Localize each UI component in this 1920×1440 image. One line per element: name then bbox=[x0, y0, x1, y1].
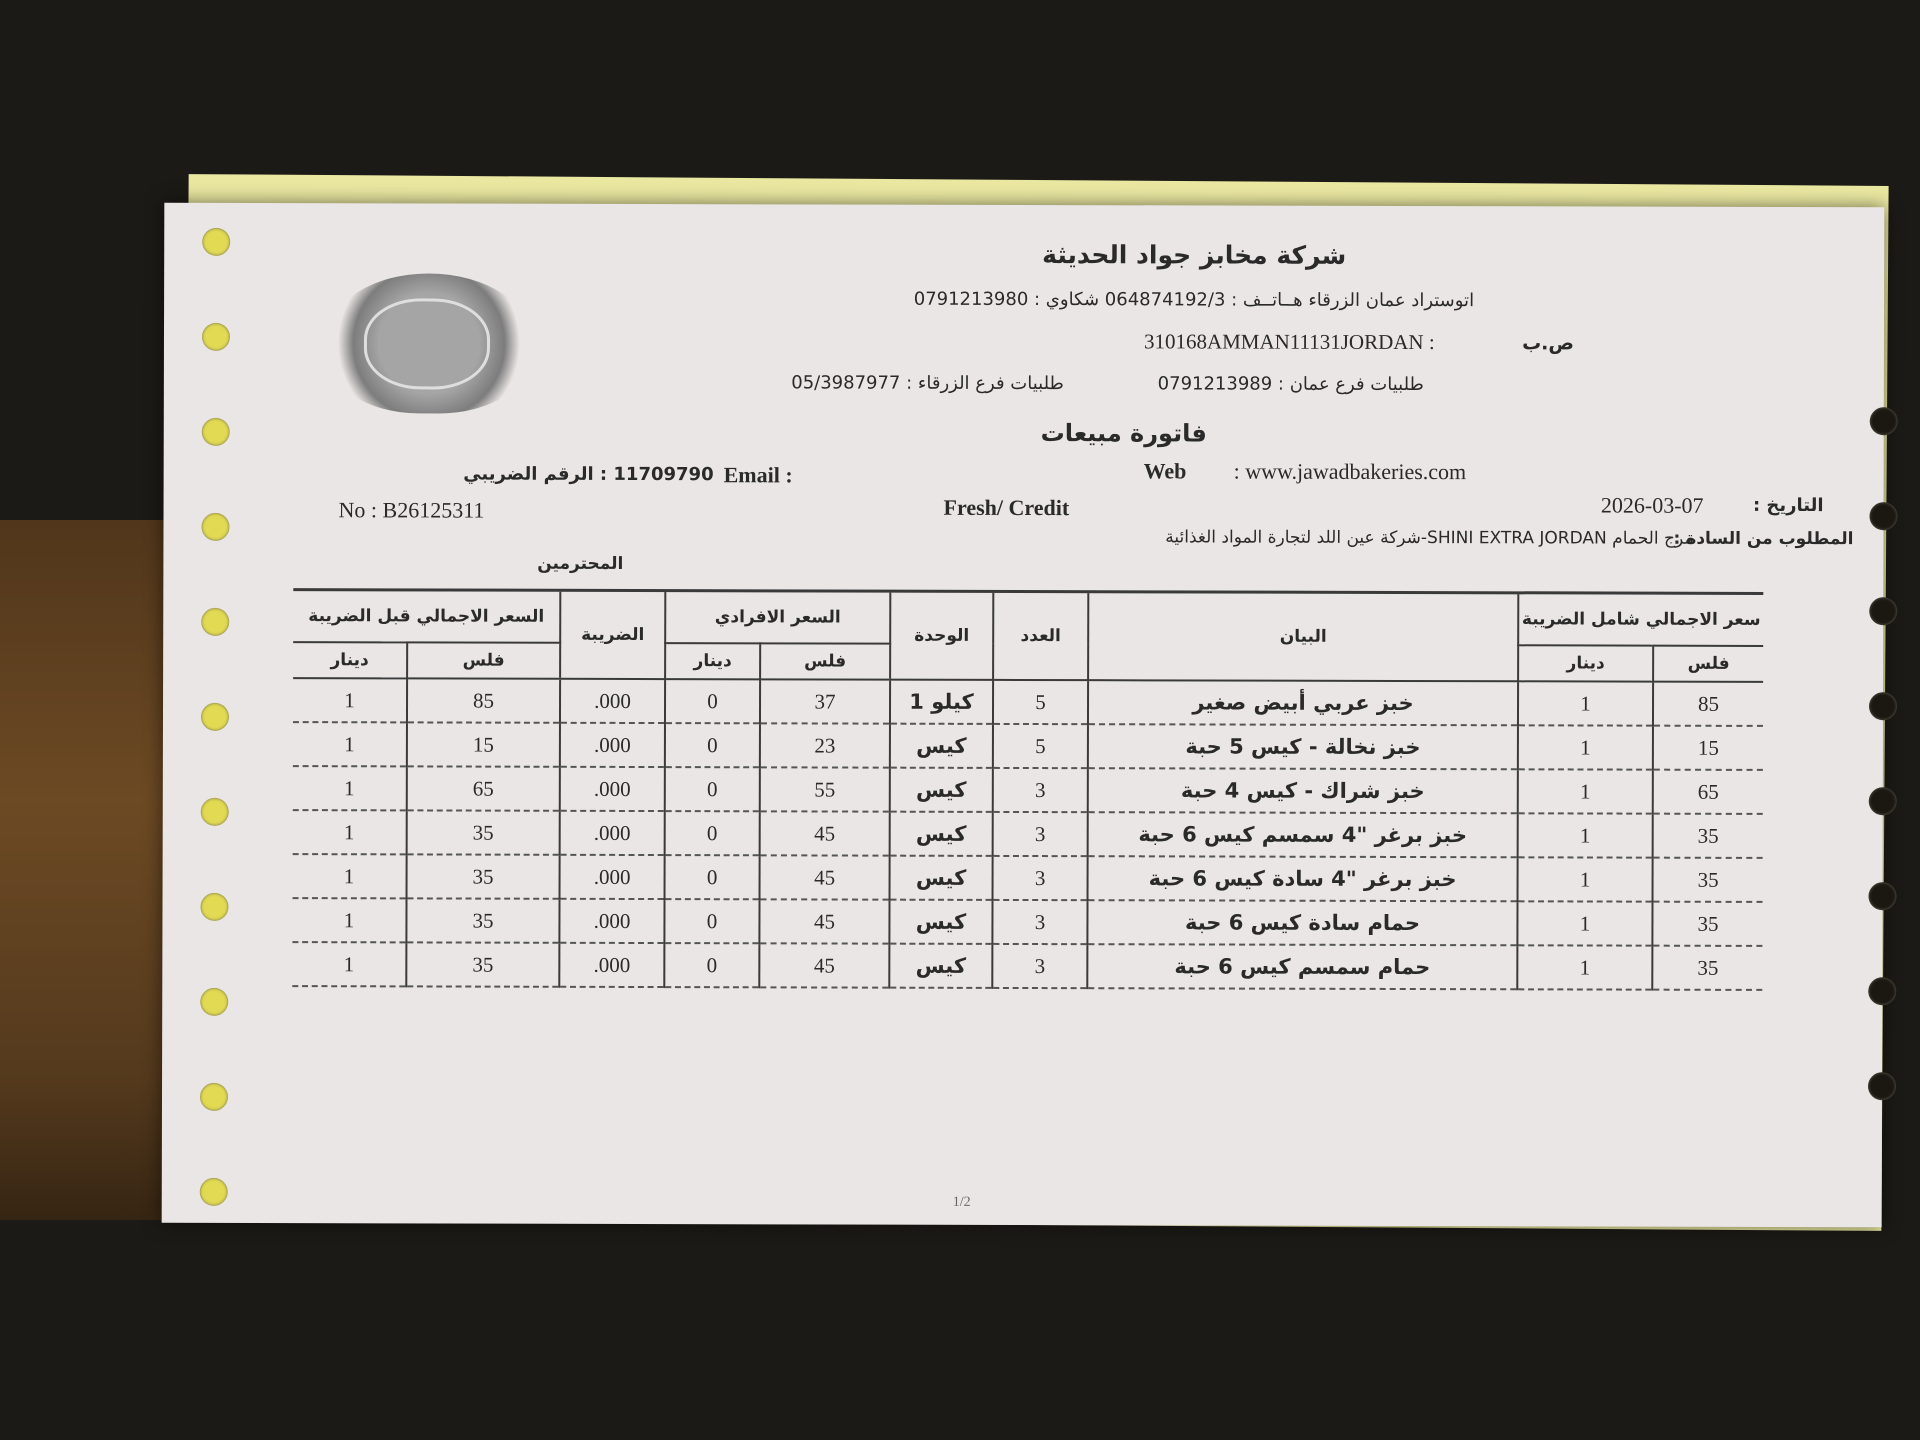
company-logo bbox=[324, 273, 534, 414]
total-before-tax-dinar: 1 bbox=[293, 810, 407, 854]
invoice-title: فاتورة مبيعات bbox=[1040, 419, 1207, 448]
total-with-tax-dinar: 1 bbox=[1518, 725, 1653, 769]
perforation-hole bbox=[1869, 502, 1897, 530]
tax-value: .000 bbox=[560, 723, 665, 767]
unit-price-dinar: 0 bbox=[665, 767, 760, 811]
description-cell: خبز برغر "4 سمسم كيس 6 حبة bbox=[1088, 812, 1518, 857]
total-with-tax-fils: 35 bbox=[1653, 814, 1763, 858]
description-cell: حمام سمسم كيس 6 حبة bbox=[1087, 944, 1517, 989]
total-before-tax-dinar: 1 bbox=[293, 678, 407, 722]
unit-price-dinar: 0 bbox=[665, 679, 760, 723]
invoice-number: No : B26125311 bbox=[338, 497, 485, 523]
perforation-hole bbox=[201, 798, 229, 826]
total-with-tax-dinar: 1 bbox=[1517, 945, 1652, 989]
description-cell: حمام سادة كيس 6 حبة bbox=[1087, 900, 1517, 945]
tax-value: .000 bbox=[560, 679, 665, 723]
table-row bbox=[293, 722, 1763, 770]
header-tax: الضريبة bbox=[560, 592, 665, 679]
table-row bbox=[292, 898, 1762, 946]
total-before-tax-fils: 85 bbox=[407, 678, 560, 722]
count-cell: 3 bbox=[993, 768, 1088, 812]
zarqa-orders: طلبيات فرع الزرقاء : 05/3987977 bbox=[791, 372, 1064, 395]
total-before-tax-dinar: 1 bbox=[293, 766, 407, 810]
unit-cell: كيس bbox=[889, 900, 992, 944]
payment-type: Fresh/ Credit bbox=[943, 494, 1070, 521]
po-box-value: 310168AMMAN11131JORDAN : bbox=[1143, 329, 1435, 355]
total-before-tax-fils: 35 bbox=[407, 810, 560, 854]
unit-price-fils: 45 bbox=[759, 899, 889, 943]
po-box-label: ص.ب bbox=[1522, 332, 1575, 355]
perforation-hole bbox=[1868, 977, 1896, 1005]
total-with-tax-fils: 15 bbox=[1653, 726, 1763, 770]
perforation-hole bbox=[201, 703, 229, 731]
total-before-tax-fils: 35 bbox=[407, 854, 560, 898]
unit-cell: كيس bbox=[890, 812, 993, 856]
amman-orders: طلبيات فرع عمان : 0791213989 bbox=[1157, 373, 1424, 396]
total-before-tax-fils: 35 bbox=[406, 942, 559, 986]
customer-label: المطلوب من السادة : bbox=[1673, 528, 1854, 550]
unit-price-dinar: 0 bbox=[665, 811, 760, 855]
header-count: العدد bbox=[993, 593, 1088, 680]
perforation-hole bbox=[200, 988, 228, 1016]
header-total-with-tax: سعر الاجمالي شامل الضريبة bbox=[1518, 594, 1763, 646]
unit-price-dinar: 0 bbox=[664, 943, 759, 987]
header-dinar: دينار bbox=[665, 643, 760, 679]
table-row bbox=[293, 854, 1763, 902]
description-cell: خبز برغر "4 سادة كيس 6 حبة bbox=[1088, 856, 1518, 901]
count-cell: 3 bbox=[992, 900, 1087, 944]
email-label: Email : bbox=[723, 462, 793, 488]
perforation-hole bbox=[201, 608, 229, 636]
honorific: المحترمين bbox=[537, 553, 624, 574]
unit-price-fils: 55 bbox=[760, 767, 890, 811]
perforation-hole bbox=[1868, 1072, 1896, 1100]
perforation-hole bbox=[202, 418, 230, 446]
unit-price-fils: 37 bbox=[760, 679, 890, 723]
unit-price-dinar: 0 bbox=[665, 723, 760, 767]
total-before-tax-dinar: 1 bbox=[293, 722, 407, 766]
count-cell: 3 bbox=[993, 856, 1088, 900]
unit-price-fils: 45 bbox=[760, 811, 890, 855]
tax-number: 11709790 : الرقم الضريبي bbox=[463, 463, 714, 486]
total-with-tax-dinar: 1 bbox=[1518, 813, 1653, 857]
total-with-tax-dinar: 1 bbox=[1518, 681, 1653, 725]
description-cell: خبز عربي أبيض صغير bbox=[1088, 680, 1518, 725]
header-fils: فلس bbox=[407, 642, 560, 678]
unit-price-fils: 45 bbox=[759, 943, 889, 987]
items-table bbox=[292, 591, 1763, 991]
header-total-before-tax: السعر الاجمالي قبل الضريبة bbox=[293, 591, 560, 643]
total-before-tax-dinar: 1 bbox=[292, 898, 406, 942]
description-cell: خبز شراك - كيس 4 حبة bbox=[1088, 768, 1518, 813]
header-dinar: دينار bbox=[293, 642, 407, 678]
count-cell: 5 bbox=[993, 680, 1088, 724]
perforation-hole bbox=[201, 513, 229, 541]
date-label: التاريخ : bbox=[1752, 494, 1824, 517]
invoice-date: 2026-03-07 bbox=[1600, 492, 1704, 518]
unit-cell: كيس bbox=[889, 944, 992, 988]
count-cell: 3 bbox=[992, 944, 1087, 988]
unit-price-fils: 23 bbox=[760, 723, 890, 767]
perforation-hole bbox=[1869, 692, 1897, 720]
perforation-hole bbox=[200, 893, 228, 921]
total-with-tax-dinar: 1 bbox=[1518, 769, 1653, 813]
unit-cell: كيس bbox=[890, 724, 993, 768]
total-before-tax-fils: 15 bbox=[407, 722, 560, 766]
unit-price-fils: 45 bbox=[760, 855, 890, 899]
header-dinar: دينار bbox=[1518, 645, 1653, 681]
customer-name: مرج الحمام SHINI EXTRA JORDAN-شركة عين اللد لتجارة المواد الغذائية bbox=[1165, 527, 1694, 549]
perforation-hole bbox=[200, 1083, 228, 1111]
address-phone: اتوستراد عمان الزرقاء هــاتــف : 064874192/3 شكاوي : 0791213980 bbox=[913, 288, 1475, 312]
tax-value: .000 bbox=[560, 811, 665, 855]
total-with-tax-dinar: 1 bbox=[1518, 857, 1653, 901]
header-unit-price: السعر الافرادي bbox=[665, 592, 890, 644]
header-fils: فلس bbox=[760, 643, 890, 679]
perforation-hole bbox=[202, 323, 230, 351]
count-cell: 5 bbox=[993, 724, 1088, 768]
total-with-tax-dinar: 1 bbox=[1517, 901, 1652, 945]
count-cell: 3 bbox=[993, 812, 1088, 856]
table-row bbox=[293, 810, 1763, 858]
unit-cell: كيلو 1 bbox=[890, 680, 993, 724]
perforation-hole bbox=[1870, 407, 1898, 435]
table-row bbox=[292, 942, 1762, 990]
tax-value: .000 bbox=[560, 855, 665, 899]
unit-cell: كيس bbox=[890, 856, 993, 900]
unit-price-dinar: 0 bbox=[664, 899, 759, 943]
total-before-tax-dinar: 1 bbox=[293, 854, 407, 898]
header-description: البيان bbox=[1088, 593, 1518, 681]
total-with-tax-fils: 35 bbox=[1652, 902, 1762, 946]
perforation-hole bbox=[1869, 787, 1897, 815]
web-address: : www.jawadbakeries.com bbox=[1233, 458, 1467, 485]
company-name: شركة مخابز جواد الحديثة bbox=[1042, 240, 1347, 270]
perforation-hole bbox=[200, 1178, 228, 1206]
table-row bbox=[293, 766, 1763, 814]
total-with-tax-fils: 65 bbox=[1653, 770, 1763, 814]
total-before-tax-dinar: 1 bbox=[292, 942, 406, 986]
header-unit: الوحدة bbox=[890, 593, 993, 680]
description-cell: خبز نخالة - كيس 5 حبة bbox=[1088, 724, 1518, 769]
invoice-paper bbox=[162, 203, 1885, 1227]
unit-price-dinar: 0 bbox=[665, 855, 760, 899]
total-with-tax-fils: 35 bbox=[1652, 946, 1762, 990]
total-before-tax-fils: 65 bbox=[407, 766, 560, 810]
tax-value: .000 bbox=[560, 767, 665, 811]
perforation-hole bbox=[1868, 882, 1896, 910]
tax-value: .000 bbox=[559, 943, 664, 987]
total-with-tax-fils: 85 bbox=[1653, 682, 1763, 726]
page-mark: 1/2 bbox=[952, 1194, 971, 1210]
perforation-hole bbox=[1869, 597, 1897, 625]
total-with-tax-fils: 35 bbox=[1653, 858, 1763, 902]
table-row bbox=[293, 678, 1763, 726]
perforation-hole bbox=[202, 228, 230, 256]
header-fils: فلس bbox=[1653, 646, 1763, 682]
unit-cell: كيس bbox=[890, 768, 993, 812]
tax-value: .000 bbox=[559, 899, 664, 943]
web-label: Web bbox=[1143, 458, 1187, 484]
total-before-tax-fils: 35 bbox=[406, 898, 559, 942]
